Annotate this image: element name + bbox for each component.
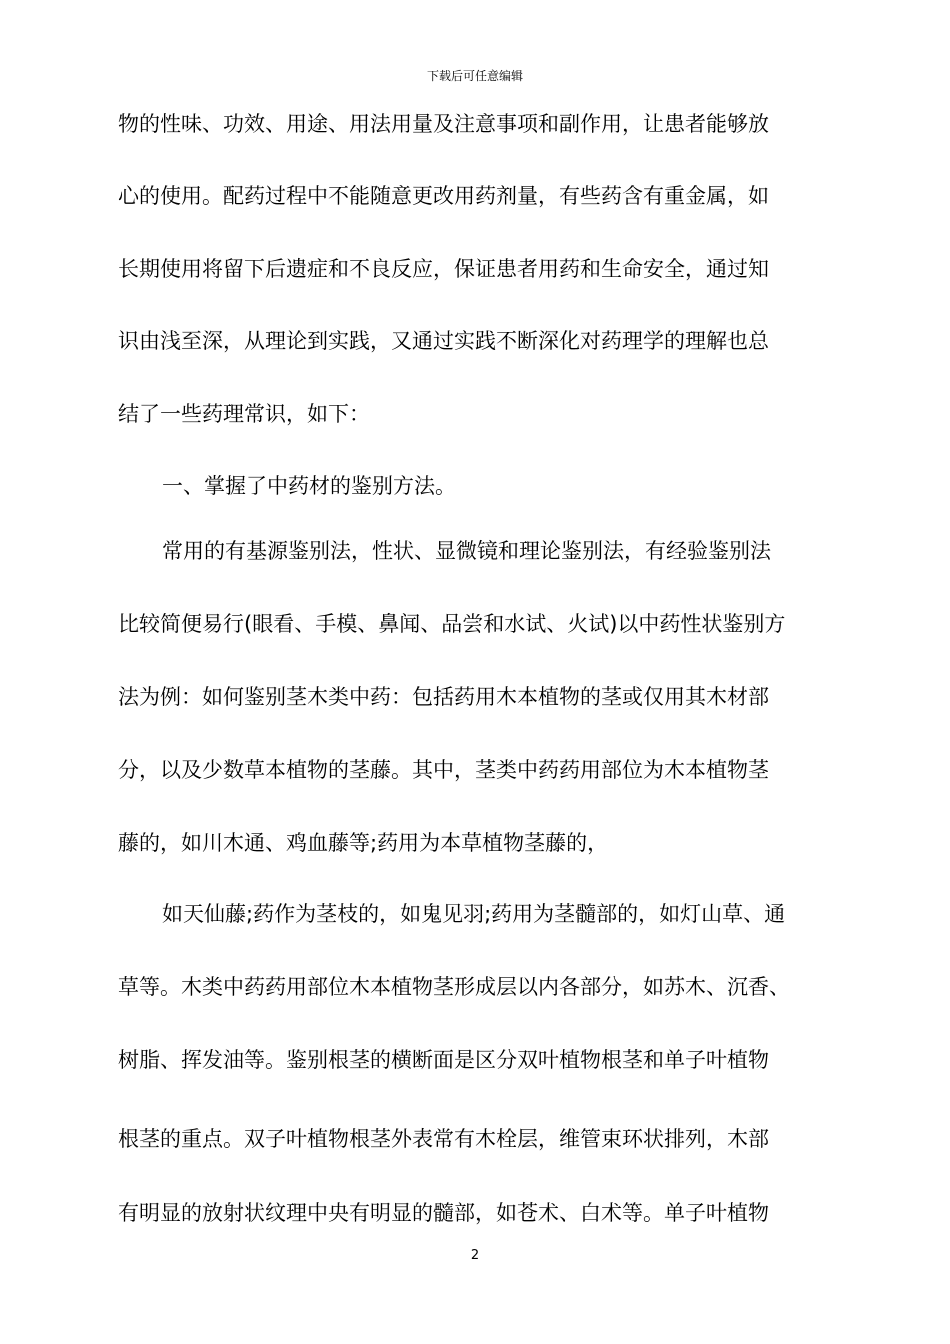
body-text-line: 藤的，如川木通、鸡血藤等;药用为本草植物茎藤的， [118, 831, 609, 855]
body-text-line: 如天仙藤;药作为茎枝的，如鬼见羽;药用为茎髓部的，如灯山草、通 [162, 902, 786, 926]
body-text-line: 常用的有基源鉴别法，性状、显微镜和理论鉴别法，有经验鉴别法 [162, 539, 771, 563]
body-text-line: 物的性味、功效、用途、用法用量及注意事项和副作用，让患者能够放 [118, 112, 769, 136]
body-text-line: 根茎的重点。双子叶植物根茎外表常有木栓层，维管束环状排列，木部 [118, 1127, 769, 1151]
body-text-line: 比较简便易行(眼看、手模、鼻闻、品尝和水试、火试)以中药性状鉴别方 [118, 612, 786, 636]
body-text-line: 法为例：如何鉴别茎木类中药：包括药用木本植物的茎或仅用其木材部 [118, 685, 769, 709]
page-header: 下载后可任意编辑 [426, 69, 523, 83]
body-text-line: 识由浅至深，从理论到实践，又通过实践不断深化对药理学的理解也总 [118, 329, 769, 353]
body-text-line: 有明显的放射状纹理中央有明显的髓部，如苍术、白术等。单子叶植物 [118, 1201, 769, 1225]
body-text-line: 心的使用。配药过程中不能随意更改用药剂量，有些药含有重金属，如 [118, 184, 769, 208]
body-text-line: 结了一些药理常识，如下： [118, 402, 370, 426]
body-text-line: 树脂、挥发油等。鉴别根茎的横断面是区分双叶植物根茎和单子叶植物 [118, 1048, 769, 1072]
page-number: 2 [470, 1248, 480, 1263]
body-text-line: 草等。木类中药药用部位木本植物茎形成层以内各部分，如苏木、沉香、 [118, 975, 790, 999]
section-heading: 一、掌握了中药材的鉴别方法。 [162, 474, 456, 498]
body-text-line: 分，以及少数草本植物的茎藤。其中，茎类中药药用部位为木本植物茎 [118, 758, 769, 782]
body-text-line: 长期使用将留下后遗症和不良反应，保证患者用药和生命安全，通过知 [118, 257, 769, 281]
